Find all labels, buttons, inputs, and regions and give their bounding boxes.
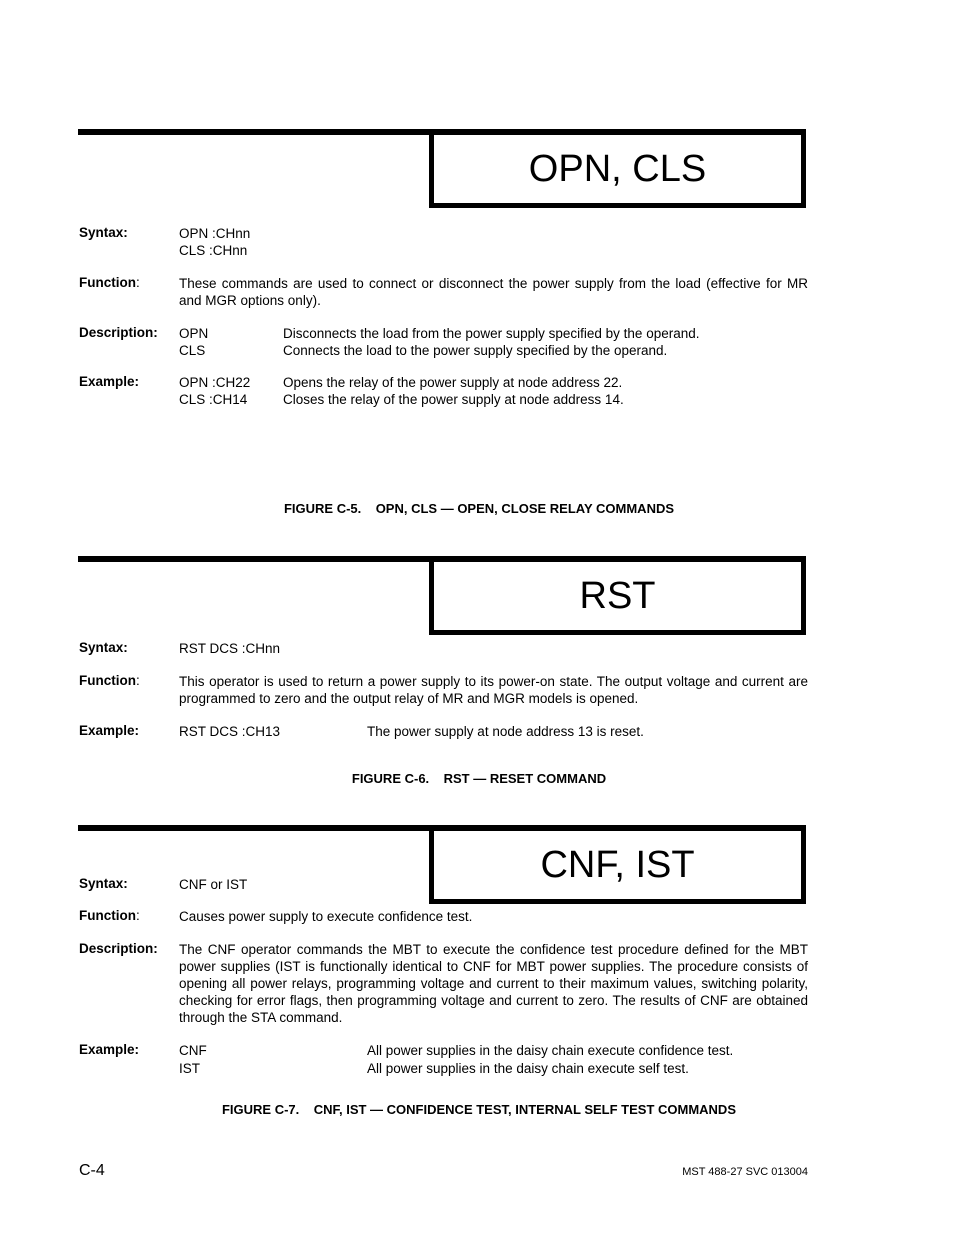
description-label: Description: [79, 325, 158, 340]
function-label: Function: [79, 908, 140, 923]
example-label: Example: [79, 374, 140, 389]
syntax-label: Syntax: [79, 876, 128, 891]
example-label: Example: [79, 723, 140, 738]
example-text: All power supplies in the daisy chain execute confidence test. [367, 1043, 734, 1058]
description-term: OPN [179, 326, 209, 341]
description-text: Disconnects the load from the power supply specified by the operand. [283, 326, 700, 341]
function-text: This operator is used to return a power supply to its power-on state. The output voltage and current are programmed to zero and the output relay of MR and MGR models is opened. [179, 674, 808, 706]
figure-caption: FIGURE C-6. RST — RESET COMMAND [351, 771, 607, 786]
function-label: Function: [79, 673, 140, 688]
syntax-line: RST DCS :CHnn [179, 641, 281, 656]
example-text: Opens the relay of the power supply at node address 22. [283, 375, 623, 390]
section-title: RST [579, 574, 656, 617]
example-command: OPN :CH22 [179, 375, 251, 390]
example-command: IST [179, 1061, 201, 1076]
syntax-line: OPN :CHnn [179, 226, 251, 241]
example-text: The power supply at node address 13 is reset. [367, 724, 644, 739]
description-text: Connects the load to the power supply specified by the operand. [283, 343, 668, 358]
page-number: C-4 [79, 1162, 105, 1179]
syntax-label: Syntax: [79, 225, 128, 240]
section-title: CNF, IST [540, 843, 695, 886]
syntax-line: CLS :CHnn [179, 243, 248, 258]
figure-caption: FIGURE C-7. CNF, IST — CONFIDENCE TEST, INTERNAL SELF TEST COMMANDS [221, 1102, 736, 1117]
document-id: MST 488-27 SVC 013004 [682, 1166, 808, 1178]
description-text: The CNF operator commands the MBT to execute the confidence test procedure defined for the MBT power supplies (IST is functionally identical to CNF for MBT power supplies. The procedure consists of opening all power relays, programming voltage and current to their maximum values, switching polarity, checking for error flags, then programming voltage and current to zero. The results of CNF are obtained through the STA command. [179, 942, 808, 1025]
example-text: All power supplies in the daisy chain execute self test. [367, 1061, 689, 1076]
description-label: Description: [79, 941, 158, 956]
example-label: Example: [79, 1042, 140, 1057]
section-title-box [429, 562, 806, 635]
syntax-line: CNF or IST [179, 877, 248, 892]
section-title: OPN, CLS [528, 147, 707, 190]
example-text: Closes the relay of the power supply at node address 14. [283, 392, 624, 407]
function-label: Function: [79, 275, 140, 290]
description-term: CLS [179, 343, 206, 358]
example-command: RST DCS :CH13 [179, 724, 281, 739]
function-text: Causes power supply to execute confidence test. [179, 909, 473, 924]
example-command: CLS :CH14 [179, 392, 248, 407]
function-text: These commands are used to connect or disconnect the power supply from the load (effective for MR and MGR options only). [179, 276, 808, 308]
figure-caption: FIGURE C-5. OPN, CLS — OPEN, CLOSE RELAY COMMANDS [283, 501, 675, 516]
example-command: CNF [179, 1043, 207, 1058]
section-title-box [429, 135, 806, 208]
section-title-box [429, 831, 806, 904]
syntax-label: Syntax: [79, 640, 128, 655]
